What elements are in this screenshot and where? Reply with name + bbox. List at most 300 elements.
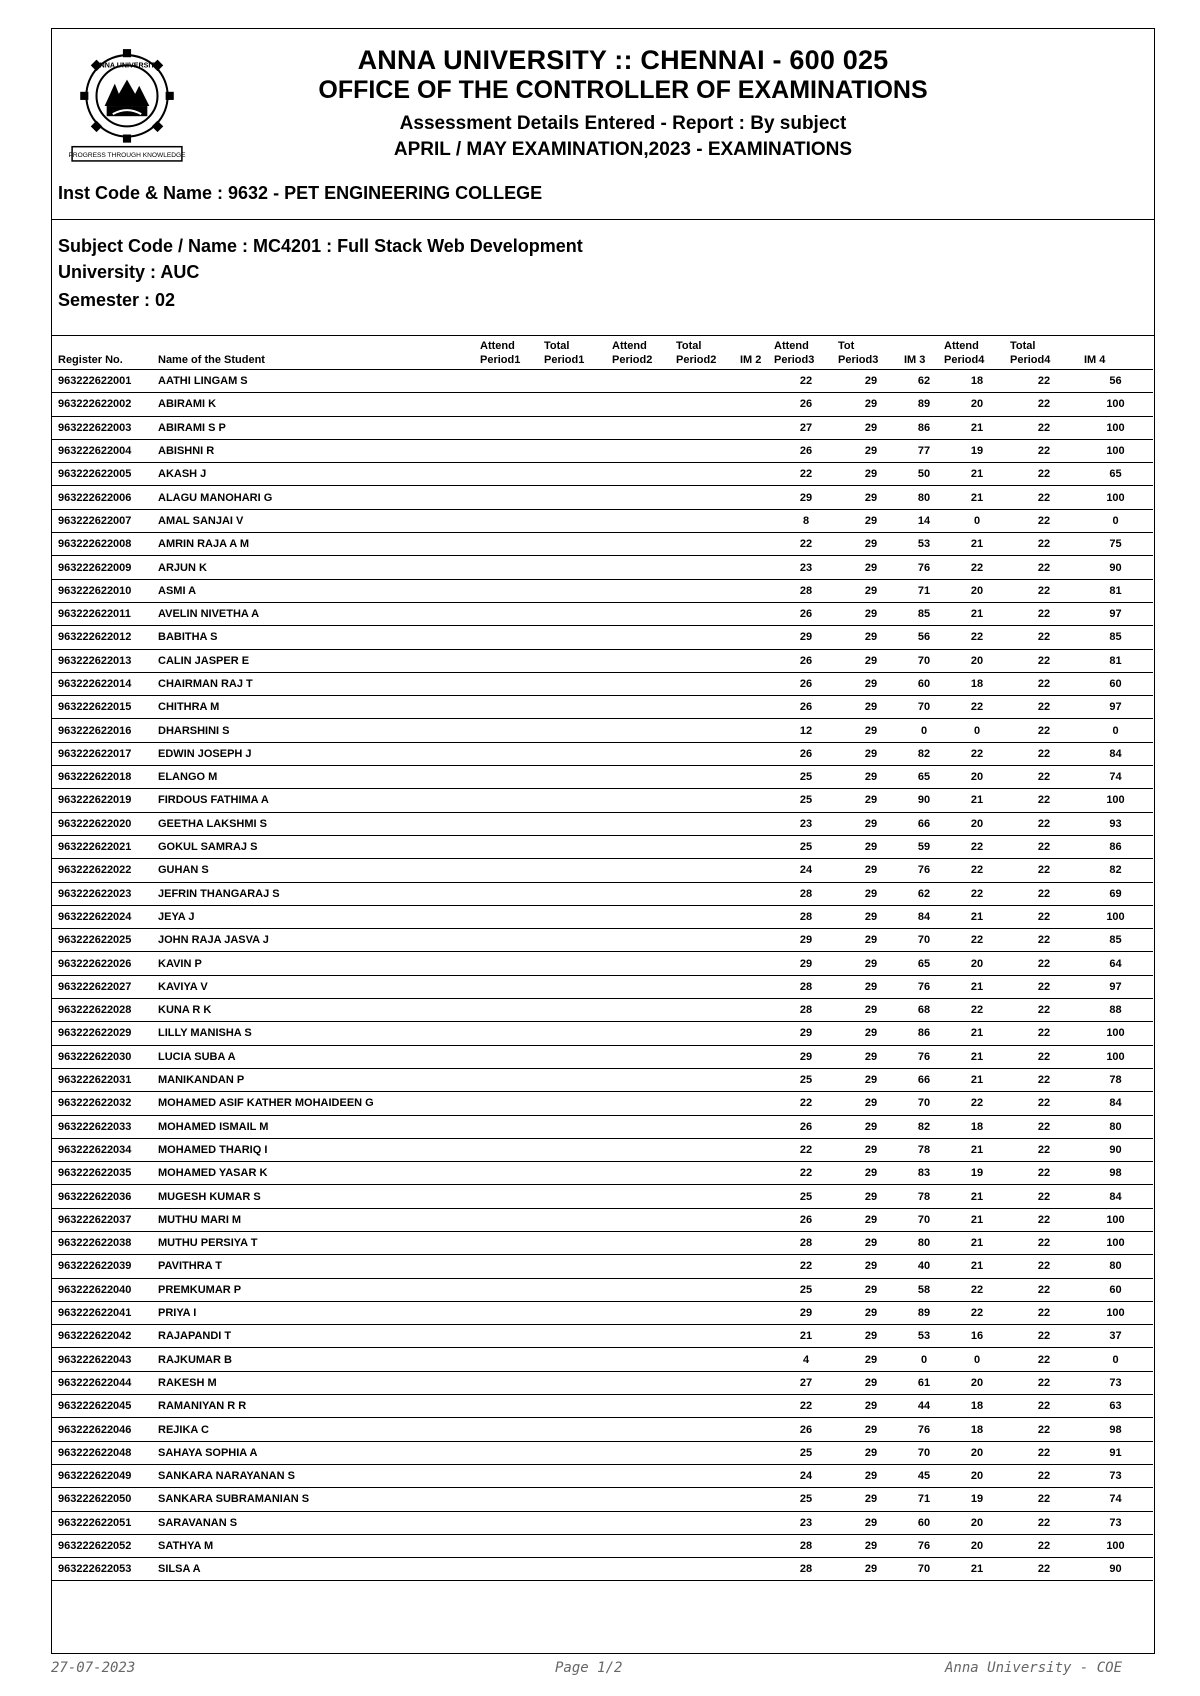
cell-total-period4: 22: [1010, 975, 1078, 998]
cell-total-period3: 29: [838, 1115, 904, 1138]
cell-im3: 66: [904, 1068, 944, 1091]
cell-total-period2: [676, 1162, 740, 1185]
cell-attend-period2: [612, 1185, 676, 1208]
cell-attend-period2: [612, 812, 676, 835]
table-header-row: [52, 335, 1153, 370]
table-row: [52, 1511, 1153, 1534]
cell-im3: 70: [904, 696, 944, 719]
cell-im2: [740, 1301, 774, 1324]
table-row: [52, 882, 1153, 905]
table-row: [52, 1371, 1153, 1394]
cell-attend-period3: 25: [774, 1068, 838, 1091]
cell-student-name: FIRDOUS FATHIMA A: [156, 789, 480, 812]
cell-total-period2: [676, 1278, 740, 1301]
table-row: [52, 952, 1153, 975]
cell-attend-period4: 21: [944, 1185, 1010, 1208]
cell-total-period2: [676, 882, 740, 905]
cell-attend-period1: [480, 1348, 544, 1371]
cell-im4: 65: [1078, 463, 1153, 486]
cell-im4: 91: [1078, 1441, 1153, 1464]
cell-attend-period3: 22: [774, 1138, 838, 1161]
cell-total-period3: 29: [838, 579, 904, 602]
cell-im2: [740, 789, 774, 812]
cell-student-name: ASMI A: [156, 579, 480, 602]
cell-attend-period1: [480, 1325, 544, 1348]
cell-total-period2: [676, 1092, 740, 1115]
cell-attend-period4: 22: [944, 626, 1010, 649]
table-row: [52, 999, 1153, 1022]
cell-register-no: 963222622024: [52, 905, 156, 928]
cell-attend-period4: 21: [944, 1022, 1010, 1045]
cell-im2: [740, 649, 774, 672]
cell-attend-period4: 22: [944, 999, 1010, 1022]
cell-attend-period3: 29: [774, 1301, 838, 1324]
cell-im3: 82: [904, 742, 944, 765]
cell-register-no: 963222622039: [52, 1255, 156, 1278]
university-line: University : AUC: [58, 262, 200, 282]
cell-total-period3: 29: [838, 999, 904, 1022]
cell-total-period1: [544, 1231, 612, 1254]
cell-im4: 90: [1078, 1558, 1153, 1581]
cell-total-period4: 22: [1010, 509, 1078, 532]
cell-im4: 97: [1078, 602, 1153, 625]
cell-total-period4: 22: [1010, 1348, 1078, 1371]
cell-total-period4: 22: [1010, 1255, 1078, 1278]
table-row: [52, 556, 1153, 579]
cell-register-no: 963222622028: [52, 999, 156, 1022]
cell-attend-period1: [480, 742, 544, 765]
cell-total-period4: 22: [1010, 742, 1078, 765]
cell-total-period3: 29: [838, 1208, 904, 1231]
cell-student-name: PAVITHRA T: [156, 1255, 480, 1278]
cell-im3: 0: [904, 1348, 944, 1371]
cell-attend-period2: [612, 486, 676, 509]
cell-attend-period3: 25: [774, 1278, 838, 1301]
cell-student-name: GUHAN S: [156, 859, 480, 882]
table-row: [52, 1325, 1153, 1348]
cell-attend-period1: [480, 1488, 544, 1511]
cell-im2: [740, 486, 774, 509]
cell-attend-period4: 21: [944, 975, 1010, 998]
cell-im4: 73: [1078, 1511, 1153, 1534]
cell-total-period4: 22: [1010, 766, 1078, 789]
cell-im3: 61: [904, 1371, 944, 1394]
cell-im2: [740, 975, 774, 998]
cell-attend-period1: [480, 1231, 544, 1254]
cell-attend-period2: [612, 1208, 676, 1231]
cell-total-period2: [676, 1464, 740, 1487]
cell-total-period2: [676, 1255, 740, 1278]
table-row: [52, 719, 1153, 742]
table-row: [52, 672, 1153, 695]
cell-student-name: MOHAMED YASAR K: [156, 1162, 480, 1185]
cell-attend-period2: [612, 1558, 676, 1581]
cell-im2: [740, 626, 774, 649]
cell-register-no: 963222622040: [52, 1278, 156, 1301]
table-row: [52, 1231, 1153, 1254]
cell-student-name: PRIYA I: [156, 1301, 480, 1324]
table-row: [52, 1255, 1153, 1278]
cell-student-name: KAVIYA V: [156, 975, 480, 998]
cell-attend-period2: [612, 929, 676, 952]
cell-total-period2: [676, 1395, 740, 1418]
cell-im3: 59: [904, 835, 944, 858]
cell-attend-period1: [480, 1441, 544, 1464]
report-frame: [51, 28, 1155, 1654]
cell-total-period4: 22: [1010, 1138, 1078, 1161]
cell-student-name: LUCIA SUBA A: [156, 1045, 480, 1068]
cell-total-period2: [676, 533, 740, 556]
cell-total-period4: 22: [1010, 1278, 1078, 1301]
cell-attend-period3: 22: [774, 463, 838, 486]
cell-attend-period2: [612, 439, 676, 462]
cell-total-period3: 29: [838, 742, 904, 765]
cell-total-period3: 29: [838, 882, 904, 905]
cell-register-no: 963222622005: [52, 463, 156, 486]
cell-student-name: ABIRAMI K: [156, 393, 480, 416]
cell-im4: 85: [1078, 929, 1153, 952]
col-attend-period2: Attend Period2: [612, 335, 676, 370]
cell-im2: [740, 1534, 774, 1557]
cell-attend-period1: [480, 649, 544, 672]
cell-total-period1: [544, 579, 612, 602]
cell-attend-period3: 26: [774, 393, 838, 416]
cell-total-period3: 29: [838, 416, 904, 439]
cell-attend-period2: [612, 835, 676, 858]
cell-total-period2: [676, 1045, 740, 1068]
table-row: [52, 1115, 1153, 1138]
cell-register-no: 963222622049: [52, 1464, 156, 1487]
col-student-name: Name of the Student: [156, 335, 480, 370]
cell-total-period4: 22: [1010, 672, 1078, 695]
cell-im2: [740, 999, 774, 1022]
cell-im3: 40: [904, 1255, 944, 1278]
cell-attend-period2: [612, 975, 676, 998]
cell-register-no: 963222622052: [52, 1534, 156, 1557]
cell-total-period2: [676, 1301, 740, 1324]
cell-total-period3: 29: [838, 1464, 904, 1487]
cell-attend-period3: 28: [774, 999, 838, 1022]
cell-total-period1: [544, 1348, 612, 1371]
cell-total-period2: [676, 1348, 740, 1371]
table-row: [52, 1395, 1153, 1418]
cell-attend-period1: [480, 1301, 544, 1324]
cell-total-period4: 22: [1010, 579, 1078, 602]
cell-im2: [740, 1558, 774, 1581]
cell-attend-period1: [480, 1208, 544, 1231]
cell-im2: [740, 602, 774, 625]
footer-page: Page 1/2: [555, 1660, 623, 1676]
cell-total-period3: 29: [838, 1068, 904, 1091]
cell-im4: 100: [1078, 1301, 1153, 1324]
cell-register-no: 963222622043: [52, 1348, 156, 1371]
cell-total-period4: 22: [1010, 416, 1078, 439]
cell-total-period3: 29: [838, 859, 904, 882]
cell-im4: 100: [1078, 1534, 1153, 1557]
cell-im3: 71: [904, 579, 944, 602]
cell-attend-period1: [480, 905, 544, 928]
cell-attend-period4: 22: [944, 882, 1010, 905]
cell-im3: 84: [904, 905, 944, 928]
cell-register-no: 963222622008: [52, 533, 156, 556]
cell-attend-period1: [480, 999, 544, 1022]
cell-im4: 98: [1078, 1418, 1153, 1441]
cell-attend-period3: 4: [774, 1348, 838, 1371]
cell-im4: 0: [1078, 509, 1153, 532]
table-row: [52, 1138, 1153, 1161]
cell-attend-period3: 28: [774, 975, 838, 998]
cell-total-period1: [544, 1208, 612, 1231]
cell-attend-period2: [612, 1395, 676, 1418]
cell-attend-period4: 20: [944, 1371, 1010, 1394]
cell-total-period1: [544, 1115, 612, 1138]
cell-im2: [740, 1138, 774, 1161]
cell-im2: [740, 1464, 774, 1487]
cell-attend-period1: [480, 1115, 544, 1138]
cell-attend-period1: [480, 1395, 544, 1418]
cell-attend-period4: 18: [944, 1115, 1010, 1138]
cell-im3: 45: [904, 1464, 944, 1487]
cell-attend-period1: [480, 952, 544, 975]
cell-total-period3: 29: [838, 556, 904, 579]
cell-student-name: JEFRIN THANGARAJ S: [156, 882, 480, 905]
cell-attend-period4: 19: [944, 1162, 1010, 1185]
cell-total-period3: 29: [838, 1022, 904, 1045]
cell-attend-period2: [612, 1115, 676, 1138]
cell-im3: 80: [904, 1231, 944, 1254]
cell-total-period1: [544, 602, 612, 625]
cell-register-no: 963222622009: [52, 556, 156, 579]
cell-attend-period4: 0: [944, 509, 1010, 532]
cell-im4: 98: [1078, 1162, 1153, 1185]
cell-student-name: PREMKUMAR P: [156, 1278, 480, 1301]
cell-student-name: ELANGO M: [156, 766, 480, 789]
cell-im2: [740, 579, 774, 602]
cell-total-period4: 22: [1010, 905, 1078, 928]
cell-student-name: MOHAMED ISMAIL M: [156, 1115, 480, 1138]
cell-im2: [740, 1231, 774, 1254]
cell-total-period3: 29: [838, 486, 904, 509]
cell-attend-period2: [612, 1301, 676, 1324]
cell-attend-period4: 20: [944, 649, 1010, 672]
cell-attend-period4: 21: [944, 1068, 1010, 1091]
cell-total-period2: [676, 719, 740, 742]
table-row: [52, 1301, 1153, 1324]
cell-total-period3: 29: [838, 1092, 904, 1115]
col-attend-period3: Attend Period3: [774, 335, 838, 370]
cell-total-period4: 22: [1010, 952, 1078, 975]
cell-im3: 60: [904, 1511, 944, 1534]
cell-im4: 100: [1078, 439, 1153, 462]
cell-register-no: 963222622003: [52, 416, 156, 439]
svg-text:ANNA UNIVERSITY: ANNA UNIVERSITY: [94, 61, 160, 70]
table-row: [52, 486, 1153, 509]
cell-attend-period1: [480, 1255, 544, 1278]
cell-register-no: 963222622001: [52, 370, 156, 393]
cell-total-period1: [544, 393, 612, 416]
cell-attend-period4: 21: [944, 602, 1010, 625]
cell-register-no: 963222622030: [52, 1045, 156, 1068]
cell-im4: 88: [1078, 999, 1153, 1022]
cell-total-period1: [544, 439, 612, 462]
cell-register-no: 963222622004: [52, 439, 156, 462]
cell-attend-period3: 29: [774, 1022, 838, 1045]
cell-attend-period3: 27: [774, 1371, 838, 1394]
cell-student-name: RAMANIYAN R R: [156, 1395, 480, 1418]
cell-im3: 70: [904, 1441, 944, 1464]
cell-im4: 81: [1078, 579, 1153, 602]
cell-attend-period4: 21: [944, 1138, 1010, 1161]
cell-attend-period3: 26: [774, 742, 838, 765]
cell-total-period1: [544, 1488, 612, 1511]
cell-total-period1: [544, 1255, 612, 1278]
table-row: [52, 1068, 1153, 1091]
cell-attend-period4: 20: [944, 812, 1010, 835]
cell-im4: 82: [1078, 859, 1153, 882]
cell-total-period1: [544, 975, 612, 998]
cell-attend-period3: 25: [774, 766, 838, 789]
cell-attend-period2: [612, 1371, 676, 1394]
cell-total-period4: 22: [1010, 626, 1078, 649]
cell-register-no: 963222622051: [52, 1511, 156, 1534]
cell-total-period1: [544, 1068, 612, 1091]
cell-attend-period3: 25: [774, 1441, 838, 1464]
cell-im3: 86: [904, 416, 944, 439]
cell-attend-period3: 29: [774, 626, 838, 649]
cell-attend-period4: 21: [944, 416, 1010, 439]
cell-student-name: CALIN JASPER E: [156, 649, 480, 672]
cell-total-period2: [676, 929, 740, 952]
cell-total-period3: 29: [838, 1255, 904, 1278]
cell-attend-period3: 22: [774, 1395, 838, 1418]
cell-student-name: SANKARA SUBRAMANIAN S: [156, 1488, 480, 1511]
cell-total-period1: [544, 905, 612, 928]
cell-im4: 100: [1078, 1231, 1153, 1254]
cell-im2: [740, 1162, 774, 1185]
cell-attend-period2: [612, 1441, 676, 1464]
cell-total-period2: [676, 1068, 740, 1091]
cell-total-period3: 29: [838, 1231, 904, 1254]
cell-student-name: DHARSHINI S: [156, 719, 480, 742]
cell-total-period3: 29: [838, 1511, 904, 1534]
cell-total-period2: [676, 672, 740, 695]
cell-register-no: 963222622015: [52, 696, 156, 719]
cell-attend-period2: [612, 1022, 676, 1045]
cell-im2: [740, 812, 774, 835]
cell-register-no: 963222622034: [52, 1138, 156, 1161]
cell-attend-period3: 29: [774, 1045, 838, 1068]
office-title: OFFICE OF THE CONTROLLER OF EXAMINATIONS: [318, 76, 928, 104]
cell-total-period3: 29: [838, 463, 904, 486]
cell-total-period1: [544, 999, 612, 1022]
cell-im4: 85: [1078, 626, 1153, 649]
cell-total-period1: [544, 509, 612, 532]
cell-attend-period4: 21: [944, 1558, 1010, 1581]
cell-im3: 86: [904, 1022, 944, 1045]
cell-register-no: 963222622037: [52, 1208, 156, 1231]
cell-attend-period3: 29: [774, 929, 838, 952]
cell-attend-period2: [612, 416, 676, 439]
cell-total-period3: 29: [838, 929, 904, 952]
cell-im3: 62: [904, 370, 944, 393]
cell-attend-period3: 8: [774, 509, 838, 532]
cell-attend-period4: 20: [944, 952, 1010, 975]
cell-attend-period4: 19: [944, 439, 1010, 462]
cell-total-period2: [676, 509, 740, 532]
cell-total-period4: 22: [1010, 719, 1078, 742]
cell-total-period4: 22: [1010, 1185, 1078, 1208]
cell-attend-period3: 26: [774, 602, 838, 625]
table-row: [52, 835, 1153, 858]
cell-attend-period4: 20: [944, 393, 1010, 416]
cell-total-period1: [544, 1278, 612, 1301]
cell-attend-period4: 22: [944, 556, 1010, 579]
cell-total-period1: [544, 556, 612, 579]
cell-total-period4: 22: [1010, 1208, 1078, 1231]
cell-attend-period2: [612, 999, 676, 1022]
cell-im3: 44: [904, 1395, 944, 1418]
cell-attend-period4: 18: [944, 672, 1010, 695]
col-total-period4: Total Period4: [1010, 335, 1078, 370]
cell-attend-period3: 22: [774, 370, 838, 393]
cell-im4: 74: [1078, 1488, 1153, 1511]
table-row: [52, 1022, 1153, 1045]
institution-line: Inst Code & Name : 9632 - PET ENGINEERING COLLEGE: [58, 183, 543, 203]
cell-total-period2: [676, 1185, 740, 1208]
cell-total-period4: 22: [1010, 439, 1078, 462]
cell-register-no: 963222622031: [52, 1068, 156, 1091]
cell-total-period3: 29: [838, 719, 904, 742]
cell-im2: [740, 1022, 774, 1045]
cell-student-name: ARJUN K: [156, 556, 480, 579]
cell-im3: 90: [904, 789, 944, 812]
cell-im2: [740, 370, 774, 393]
cell-im4: 84: [1078, 1092, 1153, 1115]
cell-im2: [740, 1068, 774, 1091]
cell-total-period2: [676, 1511, 740, 1534]
cell-total-period4: 22: [1010, 1418, 1078, 1441]
cell-im4: 75: [1078, 533, 1153, 556]
cell-student-name: RAJKUMAR B: [156, 1348, 480, 1371]
table-row: [52, 1534, 1153, 1557]
cell-im3: 53: [904, 533, 944, 556]
cell-im3: 65: [904, 766, 944, 789]
cell-im2: [740, 952, 774, 975]
cell-register-no: 963222622023: [52, 882, 156, 905]
cell-total-period3: 29: [838, 1138, 904, 1161]
cell-student-name: JEYA J: [156, 905, 480, 928]
cell-total-period1: [544, 1441, 612, 1464]
cell-total-period1: [544, 463, 612, 486]
cell-total-period3: 29: [838, 1045, 904, 1068]
cell-im4: 69: [1078, 882, 1153, 905]
cell-register-no: 963222622045: [52, 1395, 156, 1418]
cell-student-name: GEETHA LAKSHMI S: [156, 812, 480, 835]
cell-attend-period3: 22: [774, 533, 838, 556]
cell-total-period4: 22: [1010, 696, 1078, 719]
cell-total-period4: 22: [1010, 1068, 1078, 1091]
cell-attend-period2: [612, 672, 676, 695]
cell-total-period1: [544, 1138, 612, 1161]
cell-total-period2: [676, 835, 740, 858]
cell-total-period2: [676, 1231, 740, 1254]
cell-register-no: 963222622025: [52, 929, 156, 952]
cell-total-period4: 22: [1010, 463, 1078, 486]
cell-student-name: KUNA R K: [156, 999, 480, 1022]
cell-attend-period4: 22: [944, 859, 1010, 882]
table-row: [52, 742, 1153, 765]
cell-im2: [740, 719, 774, 742]
